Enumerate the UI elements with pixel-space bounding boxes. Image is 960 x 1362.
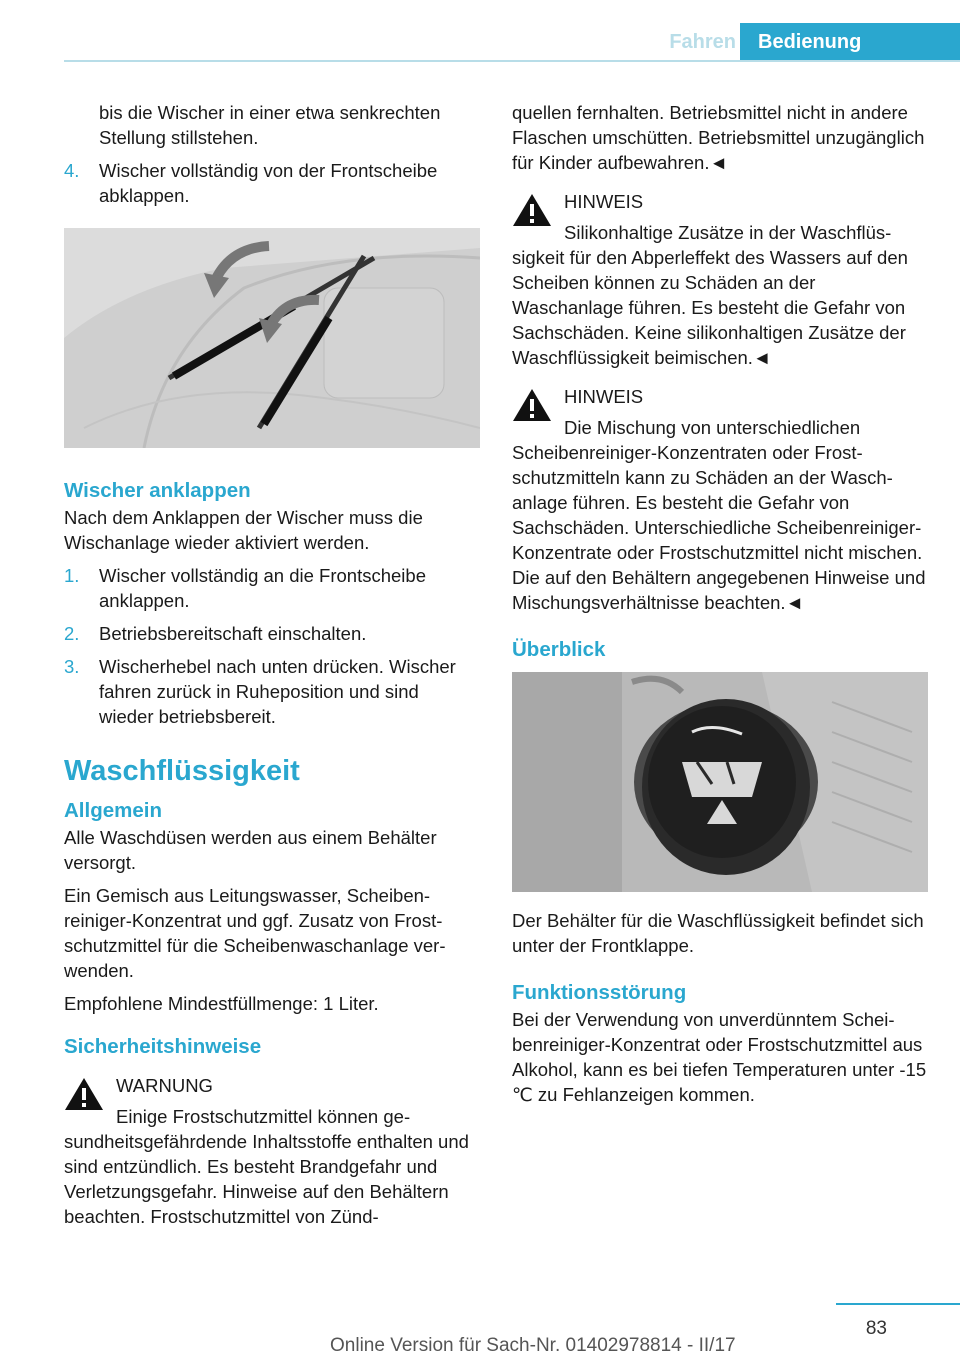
washer-fluid-cap-photo-icon [512,672,928,892]
notice-title: HINWEIS [564,386,644,407]
warning-box [64,1073,478,1229]
step-text: Wischer vollständig von der Frontscheibe abklappen. [99,160,438,206]
step-text: Wischerhebel nach unten drücken. Wischer fahren zurück in Ruheposition und sind wieder betriebsbereit. [99,656,456,727]
notice-text: Silikonhaltige Zusätze in der Waschflüssigkeit für den Abperleffekt des Wassers auf den Scheiben können zu Schäden an der Waschanlage führen. Es besteht die Gefahr von Sachschäden. Keine silikonhaltigen Zusätze der Waschflüssigkeit beimischen.◄ [512,222,908,368]
left-column [64,100,478,1237]
heading-sicherheitshinweise: Sicherheitshinweise [64,1035,262,1058]
continued-warning-text: quellen fernhalten. Betriebsmittel nicht in andere Flaschen umschütten. Betriebsmittel unzugänglich für Kinder aufbewahren.◄ [512,102,925,173]
notice-box-1 [512,189,928,370]
wiper-illustration [64,228,480,448]
warning-title: WARNUNG [116,1075,213,1096]
list-item [64,621,478,646]
footer-online-version: Online Version für Sach-Nr. 01402978814 - II/17 [330,1335,736,1356]
header-rule [64,60,960,62]
right-column [512,100,928,1115]
step-number: 2. [64,623,80,644]
page-header [0,23,960,61]
warning-triangle-icon [512,388,552,422]
paragraph-ueberblick: Der Behälter für die Waschflüssigkeit befindet sich unter der Frontklappe. [512,910,924,956]
step-number: 1. [64,565,80,586]
header-tab-fahren: Fahren [669,31,736,53]
paragraph-allgemein-2: Ein Gemisch aus Leitungswasser, Scheibenreiniger-Konzentrat und ggf. Zusatz von Frostschutzmittel für die Scheibenwaschanlage verwenden. [64,885,446,981]
paragraph-anklappen: Nach dem Anklappen der Wischer muss die Wischanlage wieder aktiviert werden. [64,507,423,553]
step-text: Wischer vollständig an die Frontscheibe anklappen. [99,565,426,611]
step-list-anklappen [64,563,478,729]
header-tab-bedienung: Bedienung [740,23,960,61]
paragraph-funktionsstoerung: Bei der Verwendung von unverdünntem Scheibenreiniger-Konzentrat oder Frostschutzmittel aus Alkohol, kann es bei tiefen Temperaturen unter -15 ℃ zu Fehlanzeigen kommen. [512,1009,927,1105]
notice-box-2 [512,384,928,615]
list-item [64,654,478,729]
heading-ueberblick: Überblick [512,638,606,661]
list-item [64,563,478,613]
footer-rule [836,1303,960,1305]
warning-text: Einige Frostschutzmittel können gesundheitsgefährdende Inhaltsstoffe enthalten und sind entzündlich. Es besteht Brandgefahr und Verletzungsgefahr. Hinweise auf den Behältern beachten. Frostschutzmittel von Zünd- [64,1106,469,1227]
warning-triangle-icon [64,1077,104,1111]
paragraph-allgemein-1: Alle Waschdüsen werden aus einem Behälter versorgt. [64,827,437,873]
paragraph-allgemein-3: Empfohlene Mindestfüllmenge: 1 Liter. [64,993,379,1014]
notice-text: Die Mischung von unterschiedlichen Scheibenreiniger-Konzentraten oder Frostschutzmitteln kann zu Schäden an der Waschanlage führen. Es besteht die Gefahr von Sachschäden. Unterschiedliche Scheibenreiniger-Konzentrate oder Frostschutzmittel nicht mischen. Die auf den Behältern angegebenen Hinweise und Mischungsverhältnisse beachten.◄ [512,417,926,613]
heading-waschfluessigkeit: Waschflüssigkeit [64,755,300,787]
heading-wischer-anklappen: Wischer anklappen [64,479,251,502]
washer-cap-photo [512,672,928,892]
notice-title: HINWEIS [564,191,644,212]
step-text: Betriebsbereitschaft einschalten. [99,623,367,644]
continued-step-text: bis die Wischer in einer etwa senkrechten Stellung stillstehen. [99,102,441,148]
heading-funktionsstoerung: Funktionsstörung [512,981,687,1004]
step-list-abklappen [64,158,478,208]
step-number: 3. [64,656,80,677]
step-number: 4. [64,160,80,181]
page-number: 83 [865,1318,887,1339]
heading-allgemein: Allgemein [64,799,162,822]
warning-triangle-icon [512,193,552,227]
list-item [64,158,478,208]
wiper-fold-out-illustration-icon [64,228,480,448]
